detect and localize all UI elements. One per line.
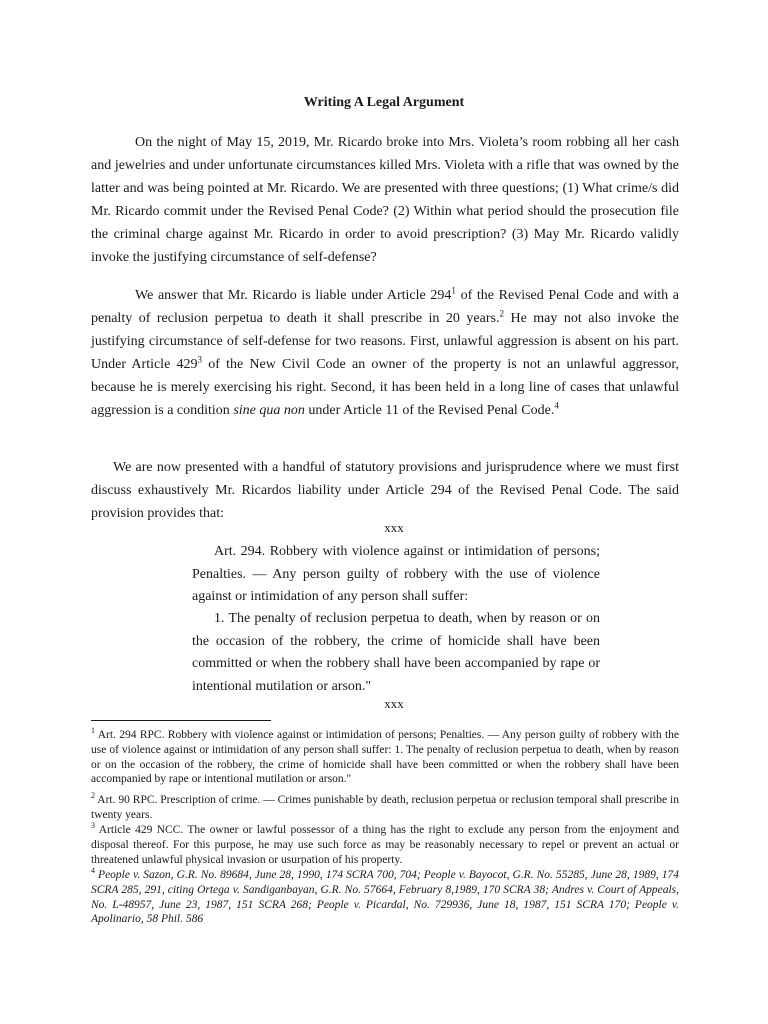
footnote-number: 4: [91, 866, 95, 876]
footnote-ref-4[interactable]: 4: [554, 400, 559, 411]
footnote-ref-1[interactable]: 1: [451, 285, 456, 296]
footnote-text: Art. 294 RPC. Robbery with violence against or intimidation of persons; Penalties. — Any person guilty of robbery with the use of violence against or intimidation of any person shall suffer: 1. The penalty of reclusion perpetua to death, when by reason or on the occasion of the robbery, the crime of homicide shall have been committed or when the robbery shall have been accompanied by rape or intentional mutilation or arson.": [91, 729, 679, 786]
footnote-ref-3[interactable]: 3: [197, 354, 202, 365]
latin-phrase: sine qua non: [233, 403, 305, 418]
footnote-2: [91, 793, 679, 823]
footnote-number: 3: [91, 821, 95, 831]
paragraph-discussion-text: We are now presented with a handful of statutory provisions and jurisprudence where we must first discuss exhaustively Mr. Ricardos liability under Article 294 of the Revised Penal Code. The said provision provides that:: [91, 460, 679, 521]
footnote-ref-2[interactable]: 2: [499, 308, 504, 319]
footnote-1: [91, 728, 679, 787]
ellipsis-bottom: xxx: [384, 696, 404, 711]
quote-penalty-clause-text: 1. The penalty of reclusion perpetua to death, when by reason or on the occasion of the robbery, the crime of homicide shall have been committed or when the robbery shall have been accompanied by rape or intentional mutilation or arson.": [192, 611, 600, 694]
footnote-text: Art. 90 RPC. Prescription of crime. — Crimes punishable by death, reclusion perpetua or reclusion temporal shall prescribe in twenty years.: [91, 794, 679, 821]
paragraph-answer-seg4: of the New Civil Code an owner of the property is not an unlawful aggressor, because he is merely exercising his right. Second, it has been held in a long line of cases that unlawful aggression is a condition: [91, 357, 679, 418]
quote-article-294-text: Art. 294. Robbery with violence against or intimidation of persons; Penalties. — Any person guilty of robbery with the use of violence against or intimidation of any person shall suffer:: [192, 544, 600, 604]
quote-penalty-clause: [192, 608, 600, 698]
footnote-4: [91, 868, 679, 927]
paragraph-discussion: [91, 456, 679, 525]
footnote-3: [91, 823, 679, 867]
paragraph-answer-seg3: He may not also invoke the justifying circumstance of self-defense for two reasons. First, unlawful aggression is absent on his part. Under Article 429: [91, 311, 680, 372]
paragraph-facts: [91, 131, 679, 269]
footnote-text: People v. Sazon, G.R. No. 89684, June 28, 1990, 174 SCRA 700, 704; People v. Bayocot, G.R. No. 55285, June 28, 1989, 174 SCRA 285, 291, citing Ortega v. Sandiganbayan, G.R. No. 57664, February 8,1989, 170 SCRA 38; Andres v. Court of Appeals, No. L-48957, June 23, 1987, 151 SCRA 268; People v. Picardal, No. 729936, June 18, 1987, 151 SCRA 170; People v. Apolinario, 58 Phil. 586: [91, 869, 679, 926]
paragraph-facts-text: On the night of May 15, 2019, Mr. Ricardo broke into Mrs. Violeta’s room robbing all her cash and jewelries and under unfortunate circumstances killed Mrs. Violeta with a rifle that was owned by the latter and was being pointed at Mr. Ricardo. We are presented with three questions; (1) What crime/s did Mr. Ricardo commit under the Revised Penal Code? (2) Within what period should the prosecution file the criminal charge against Mr. Ricardo in order to avoid prescription? (3) May Mr. Ricardo validly invoke the justifying circumstance of self-defense?: [91, 135, 679, 265]
footnote-divider: [91, 720, 271, 721]
footnote-number: 1: [91, 726, 95, 736]
paragraph-answer-seg1: We answer that Mr. Ricardo is liable under Article 294: [135, 288, 452, 303]
document-title: Writing A Legal Argument: [303, 95, 465, 110]
quote-article-294: [192, 541, 600, 609]
footnote-text: Article 429 NCC. The owner or lawful possessor of a thing has the right to exclude any person from the enjoyment and disposal thereof. For this purpose, he may use such force as may be reasonably necessary to repel or prevent an actual or threatened unlawful physical invasion or usurpation of his property.: [91, 824, 679, 866]
paragraph-answer-seg5: under Article 11 of the Revised Penal Code.: [304, 403, 555, 418]
paragraph-answer-seg2: of the Revised Penal Code and with a penalty of reclusion perpetua to death it shall prescribe in 20 years.: [91, 288, 680, 326]
ellipsis-top: xxx: [384, 520, 404, 535]
paragraph-answer: [91, 284, 679, 422]
footnote-number: 2: [91, 791, 95, 801]
